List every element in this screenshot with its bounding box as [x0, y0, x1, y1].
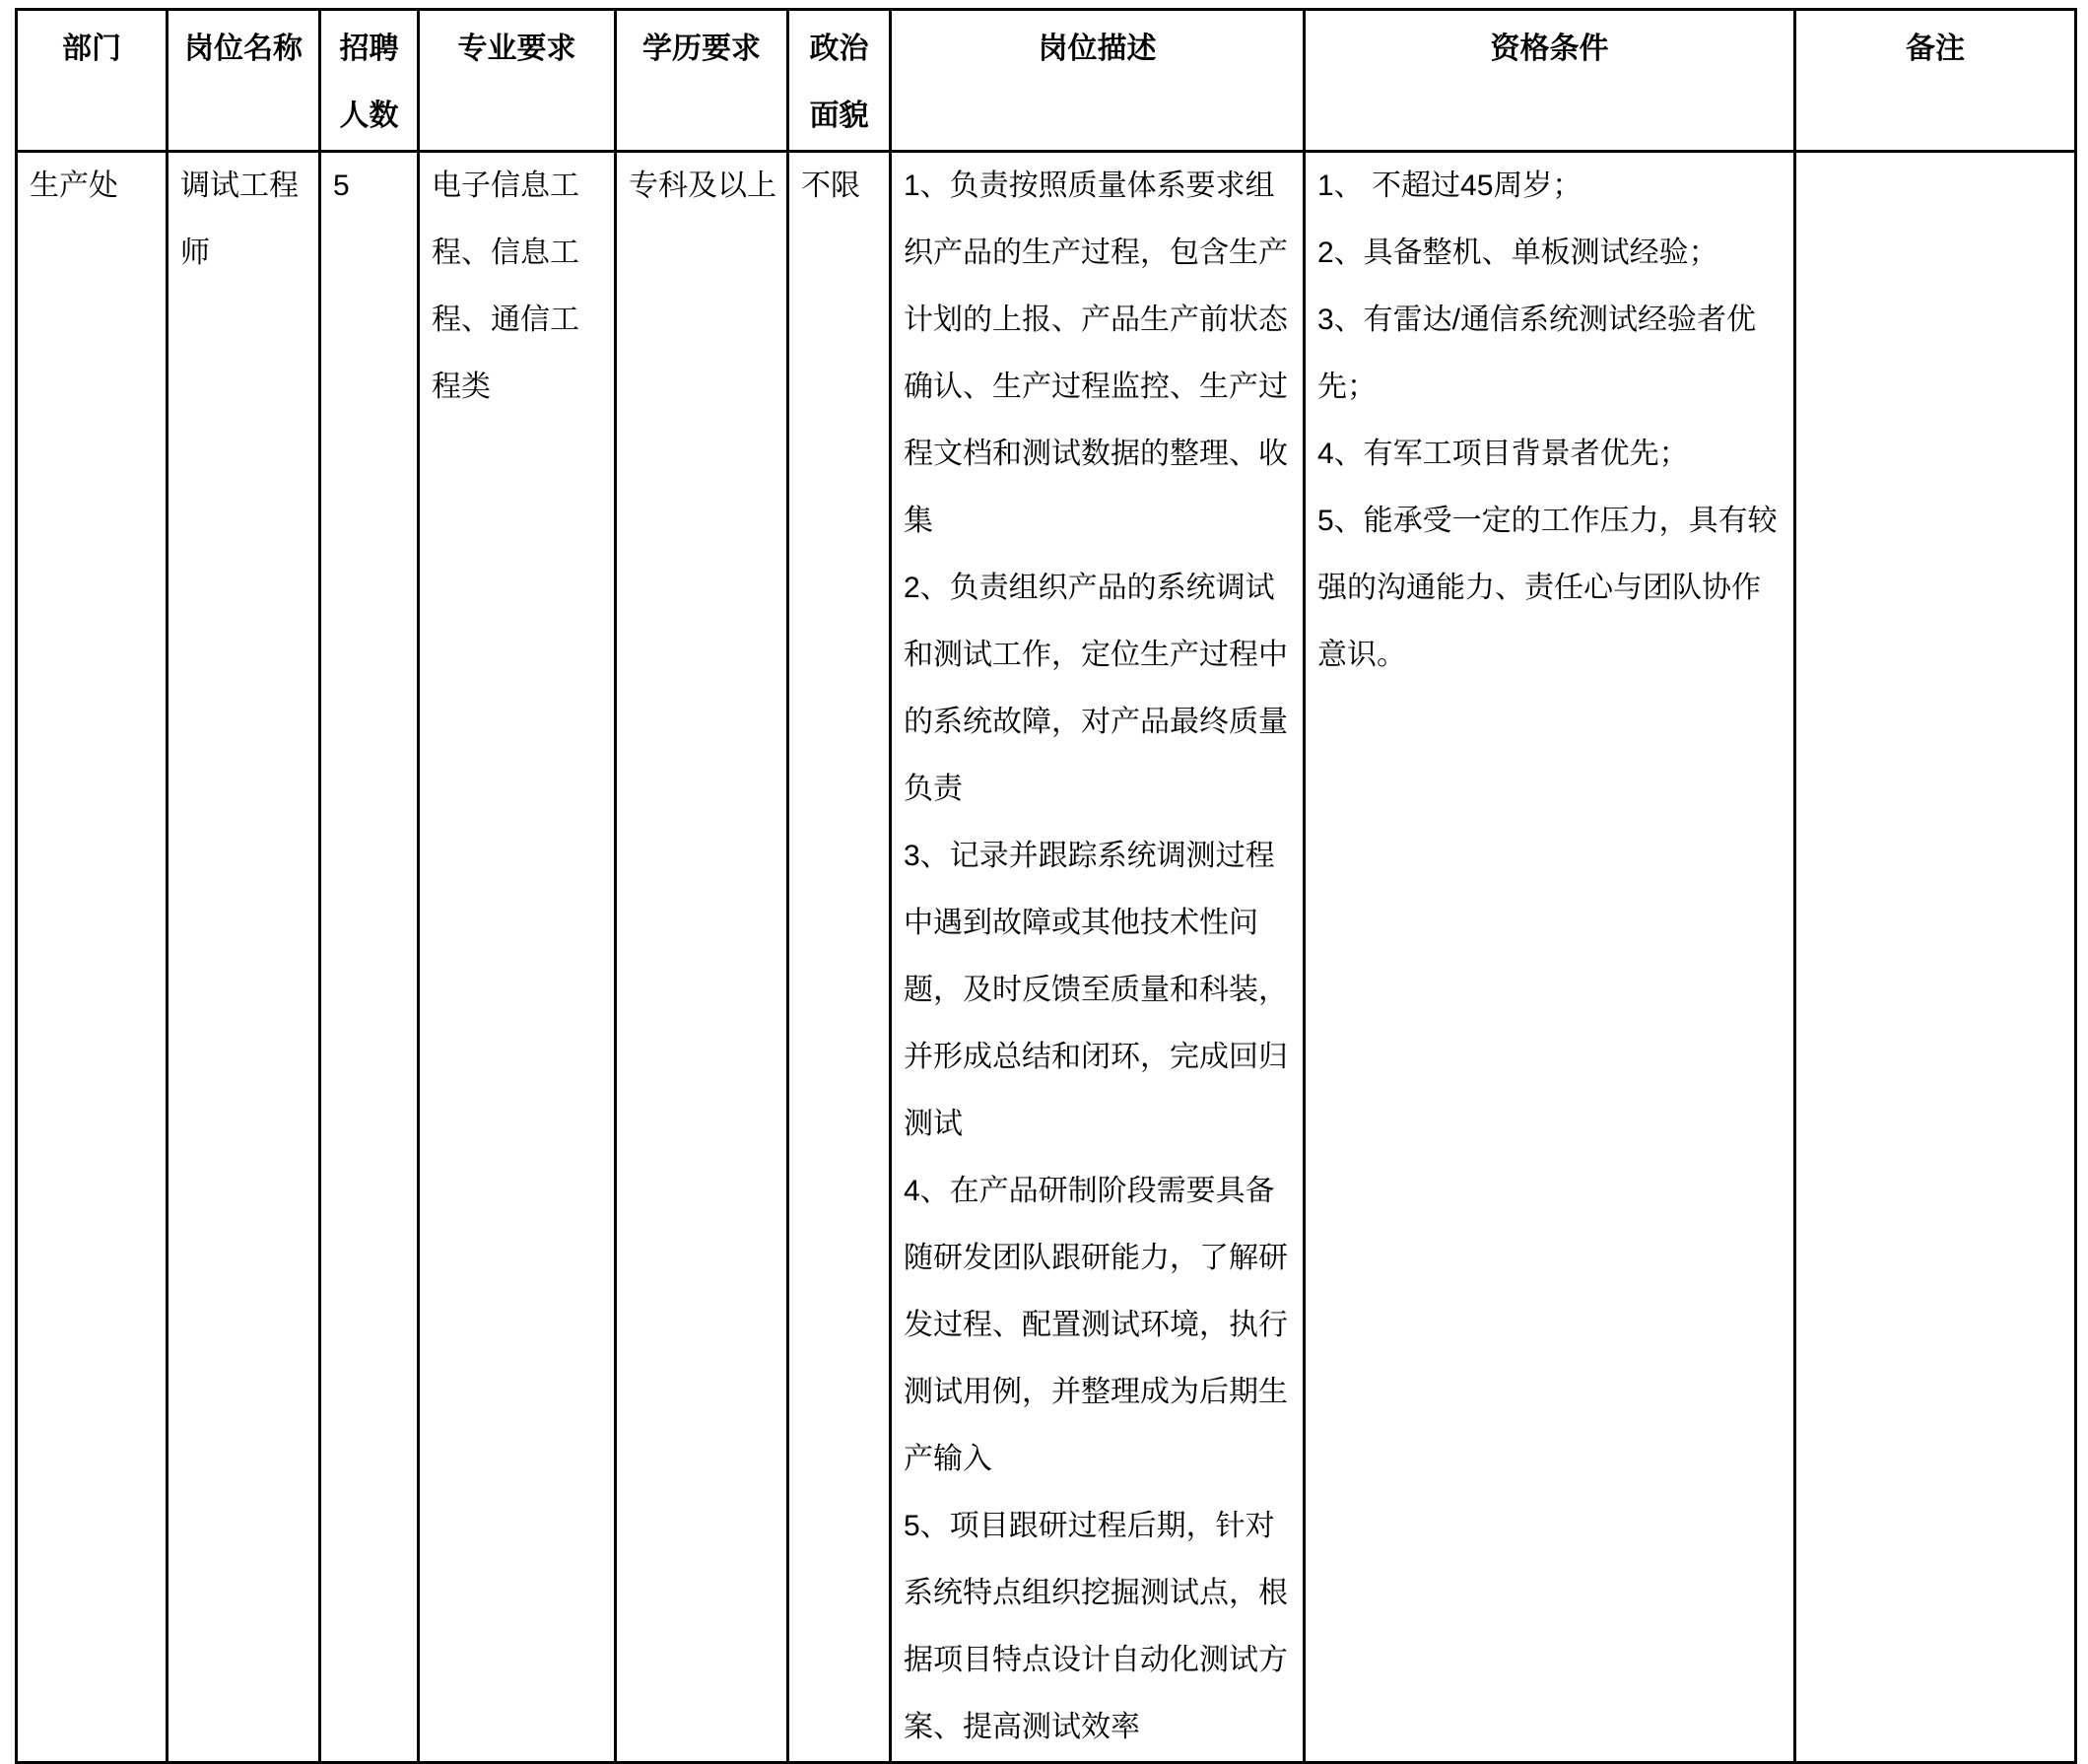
cell-description: 1、负责按照质量体系要求组织产品的生产过程，包含生产计划的上报、产品生产前状态确认、生产过程监控、生产过程文档和测试数据的整理、收集 2、负责组织产品的系统调试和测试工作，定位生产过程中的系统故障，对产品最终质量负责 3、记录并跟踪系统调测过程中遇到故障或其他技术性问题，及时反馈至质量和科装，并形成总结和闭环，完成回归测试 4、在产品研制阶段需要具备随研发团队跟研能力，了解研发过程、配置测试环境，执行测试用例，并整理成为后期生产输入 5、项目跟研过程后期，针对系统特点组织挖掘测试点，根据项目特点设计自动化测试方案、提高测试效率 [891, 152, 1305, 1763]
col-header-headcount: 招聘人数 [320, 10, 419, 152]
recruitment-table [15, 8, 2077, 1764]
cell-education: 专科及以上 [616, 152, 788, 1763]
cell-major: 电子信息工程、信息工程、通信工程类 [419, 152, 616, 1763]
col-header-qualification: 资格条件 [1305, 10, 1795, 152]
cell-headcount: 5 [320, 152, 419, 1763]
col-header-remark: 备注 [1795, 10, 2076, 152]
col-header-political: 政治面貌 [788, 10, 891, 152]
table-row [17, 152, 2076, 1763]
col-header-education: 学历要求 [616, 10, 788, 152]
col-header-description: 岗位描述 [891, 10, 1305, 152]
table-header-row [17, 10, 2076, 152]
cell-department: 生产处 [17, 152, 168, 1763]
col-header-position: 岗位名称 [168, 10, 320, 152]
col-header-department: 部门 [17, 10, 168, 152]
cell-qualification: 1、 不超过45周岁； 2、具备整机、单板测试经验； 3、有雷达/通信系统测试经验者优先； 4、有军工项目背景者优先； 5、能承受一定的工作压力，具有较强的沟通能力、责任心与团队协作意识。 [1305, 152, 1795, 1763]
cell-remark [1795, 152, 2076, 1763]
cell-political: 不限 [788, 152, 891, 1763]
col-header-major: 专业要求 [419, 10, 616, 152]
cell-position: 调试工程师 [168, 152, 320, 1763]
